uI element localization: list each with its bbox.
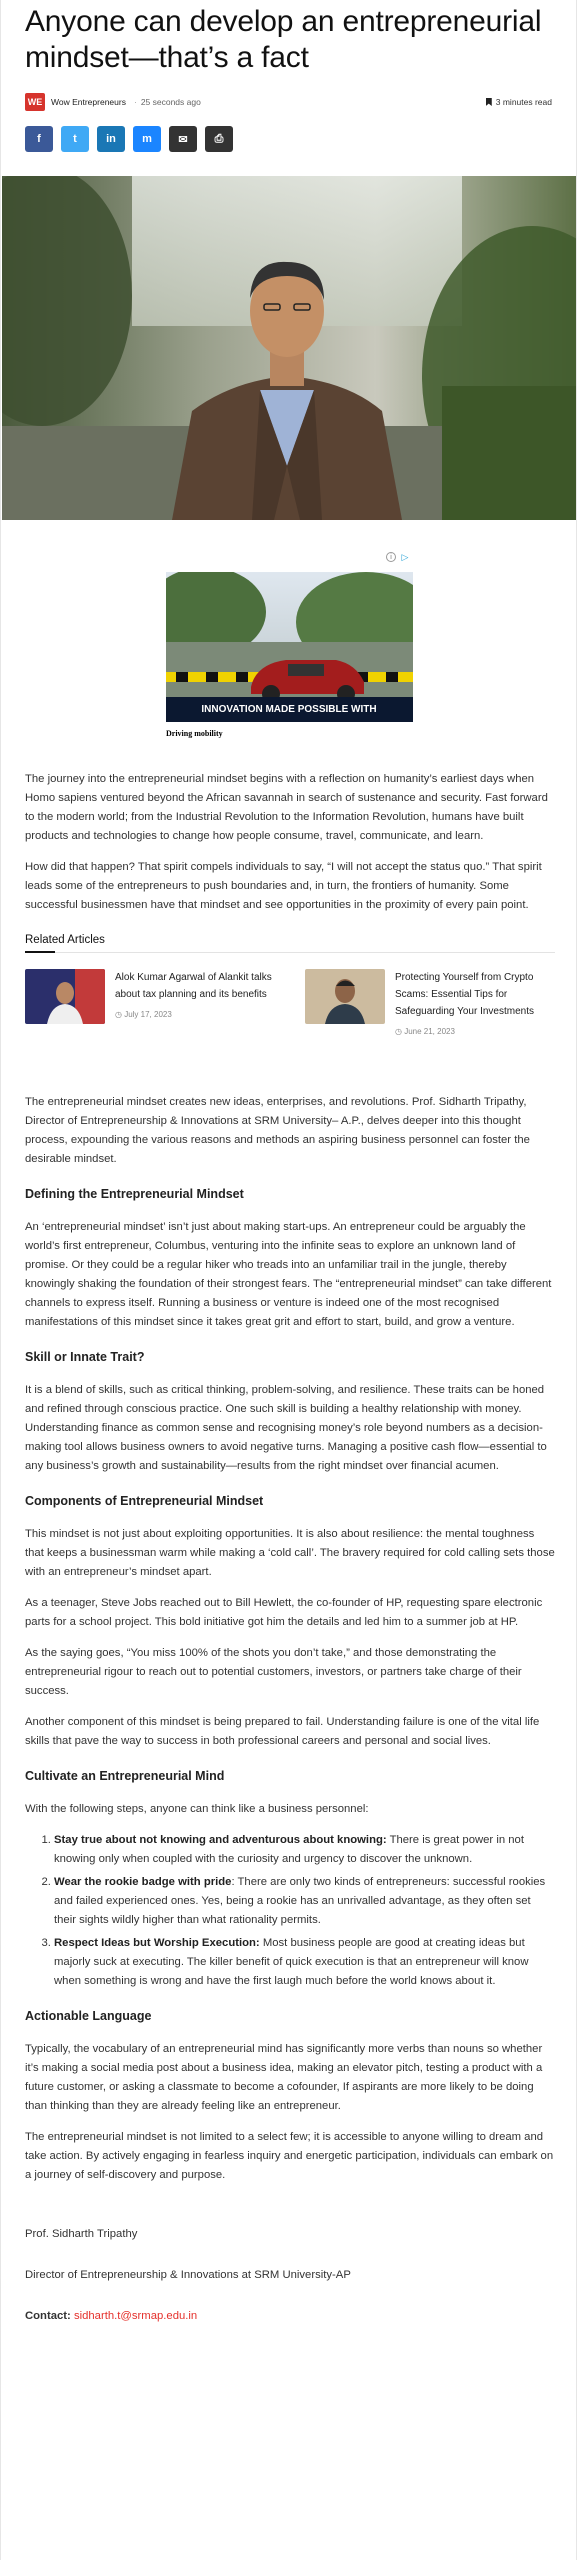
- list-item: 3. Respect Ideas but Worship Execution: Most business people are good at creating ideas but majorly suck at executing. The killer benefit of quick execution is that an entrepreneur will know when something is wrong and have the first laugh much before the world knows about it.: [54, 1934, 555, 1991]
- related-thumbnail[interactable]: [305, 969, 385, 1024]
- contact-email-link[interactable]: sidharth.t@srmap.edu.in: [73, 2310, 198, 2322]
- section-heading: Components of Entrepreneurial Mindset: [25, 1494, 264, 1508]
- ad-image[interactable]: [166, 572, 413, 722]
- intro-paragraph-2: How did that happen? That spirit compels individuals to say, “I will not accept the status quo.” That spirit leads some of the entrepreneurs to push boundaries and, in turn, the frontiers of humanity. Some successful businessmen have that mindset and see opportunities in the proximity of every pain point.: [25, 861, 542, 911]
- print-share-button[interactable]: [205, 126, 233, 152]
- hero-image: [2, 176, 577, 520]
- bookmark-icon: [486, 98, 492, 106]
- related-article[interactable]: [25, 969, 275, 1041]
- site-logo[interactable]: WE: [25, 93, 45, 111]
- related-date: ◷ July 17, 2023: [115, 1010, 172, 1019]
- related-title[interactable]: Protecting Yourself from Crypto Scams: Essential Tips for Safeguarding Your Investments: [395, 972, 534, 1017]
- article-title: Anyone can develop an entrepreneurial mindset—that’s a fact: [25, 5, 542, 74]
- facebook-share-button[interactable]: [25, 126, 53, 152]
- read-time-label: 3 minutes read: [495, 97, 552, 107]
- paragraph: Another component of this mindset is being prepared to fail. Understanding failure is one of the vital life skills that pave the way to success in both professional careers and personal and social lives.: [25, 1716, 540, 1747]
- linkedin-share-button[interactable]: [97, 126, 125, 152]
- related-thumbnail[interactable]: [25, 969, 105, 1024]
- paragraph: As a teenager, Steve Jobs reached out to Bill Hewlett, the co-founder of HP, requesting spare electronic parts for a school project. This bold initiative got him the details and led him to a summer job at HP.: [25, 1597, 543, 1628]
- related-divider: [25, 952, 555, 953]
- paragraph: As the saying goes, “You miss 100% of the shots you don’t take,” and those demonstrating the entrepreneurial rigour to reach out to potential customers, investors, or partners take charge of their success.: [25, 1647, 522, 1697]
- contact-line: [25, 2307, 555, 2326]
- author-signature: [25, 2225, 555, 2326]
- related-articles: [25, 969, 555, 1041]
- ad-info-icon[interactable]: i: [386, 552, 396, 562]
- related-date: ◷ June 21, 2023: [395, 1027, 455, 1036]
- related-article[interactable]: [305, 969, 555, 1041]
- article-meta: [1, 76, 576, 112]
- ad-caption: Driving mobility: [166, 729, 223, 738]
- twitter-icon: t: [73, 133, 77, 145]
- signature-role: Director of Entrepreneurship & Innovations at SRM University-AP: [25, 2269, 351, 2281]
- intro-paragraph-1: The journey into the entrepreneurial mindset begins with a reflection on humanity’s earliest days when Homo sapiens ventured beyond the African savannah in search of sustenance and security. Fast forward to the modern world; from the Industrial Revolution to the Information Revolution, humans have built products and technologies to change how people consume, travel, communicate, and learn.: [25, 773, 548, 842]
- print-icon: ⎙: [214, 132, 224, 145]
- email-share-button[interactable]: [169, 126, 197, 152]
- list-item: 2. Wear the rookie badge with pride: There are only two kinds of entrepreneurs: successful rookies and failed experienced ones. Yes, being a rookie has an unrivalled advantage, as they often set their sights wildly higher than what rationality permits.: [54, 1873, 555, 1930]
- related-title[interactable]: Alok Kumar Agarwal of Alankit talks about tax planning and its benefits: [115, 972, 272, 1000]
- paragraph: The entrepreneurial mindset is not limited to a select few; it is accessible to anyone willing to dream and take action. By actively engaging in fearless inquiry and energetic participation, individuals can embark on a journey of self-discovery and purpose.: [25, 2131, 554, 2181]
- twitter-share-button[interactable]: [61, 126, 89, 152]
- published-time: 25 seconds ago: [140, 97, 201, 107]
- section-heading: Defining the Entrepreneurial Mindset: [25, 1187, 244, 1201]
- paragraph: The entrepreneurial mindset creates new ideas, enterprises, and revolutions. Prof. Sidharth Tripathy, Director of Entrepreneurship & Innovations at SRM University– A.P., delves deeper into this thought process, expounding the various reasons and methods an aspiring business personnel can foster the desirable mindset.: [25, 1096, 530, 1165]
- read-time: [486, 97, 552, 107]
- email-icon: ✉: [178, 133, 188, 146]
- related-heading: Related Articles: [25, 934, 105, 946]
- paragraph: This mindset is not just about exploiting opportunities. It is also about resilience: the mental toughness that keeps a businessman warm while making a ‘cold call’. The bravery required for cold calling sets those with an entrepreneur’s mindset apart.: [25, 1528, 555, 1578]
- ad-choices[interactable]: [386, 552, 410, 562]
- steps-list: [25, 1831, 555, 1991]
- ad-banner-text: INNOVATION MADE POSSIBLE WITH: [201, 704, 377, 715]
- paragraph: Typically, the vocabulary of an entrepreneurial mind has significantly more verbs than nouns so whether it’s making a social media post about a business idea, making an elevator pitch, testing a product with a future customer, or asking a classmate to become a cofounder, If aspirants are more likely to be doing than thinking than they are already feeling like an entrepreneur.: [25, 2043, 543, 2112]
- share-buttons: [1, 112, 576, 152]
- section-heading: Skill or Innate Trait?: [25, 1350, 145, 1364]
- messenger-share-button[interactable]: [133, 126, 161, 152]
- author-link[interactable]: Wow Entrepreneurs: [51, 97, 126, 107]
- separator-dot: ·: [133, 97, 137, 107]
- section-heading: Actionable Language: [25, 2009, 152, 2023]
- signature-name: Prof. Sidharth Tripathy: [25, 2228, 138, 2240]
- article-body: [25, 770, 555, 2326]
- section-heading: Cultivate an Entrepreneurial Mind: [25, 1769, 225, 1783]
- linkedin-icon: in: [106, 133, 116, 145]
- messenger-icon: m: [142, 133, 152, 145]
- facebook-icon: f: [37, 133, 41, 145]
- paragraph: With the following steps, anyone can think like a business personnel:: [25, 1803, 369, 1815]
- ad-close-icon[interactable]: ▷: [401, 551, 409, 562]
- list-item: 1. Stay true about not knowing and adventurous about knowing: There is great power in not knowing only when coupled with the curiosity and urgency to discover the unknown.: [54, 1831, 555, 1869]
- paragraph: An ‘entrepreneurial mindset’ isn’t just about making start-ups. An entrepreneur could be arguably the world’s first entrepreneur, Columbus, venturing into the infinite seas to explore an unknown land of promise. Or they could be a regular hiker who treads into an unfamiliar trail in the jungle, thereby knowingly shaking the foundation of their strongest fears. The “entrepreneurial mindset” can take different channels to express itself. Running a business or venture is indeed one of the most recognised manifestations of this mindset since it takes great grit and effort to start, build, and grow a venture.: [25, 1221, 552, 1328]
- paragraph: It is a blend of skills, such as critical thinking, problem-solving, and resilience. These traits can be honed and refined through conscious practice. One such skill is building a healthy relationship with money. Understanding finance as common sense and recognising money’s role beyond numbers as a decision-making tool allows business owners to avoid negative turns. Managing a positive cash flow—essential to any business’s growth and sustainability—results from the right mindset over financial acumen.: [25, 1384, 547, 1472]
- contact-label: Contact:: [25, 2310, 71, 2322]
- advertisement[interactable]: [166, 572, 413, 738]
- hero-photo: [2, 176, 577, 520]
